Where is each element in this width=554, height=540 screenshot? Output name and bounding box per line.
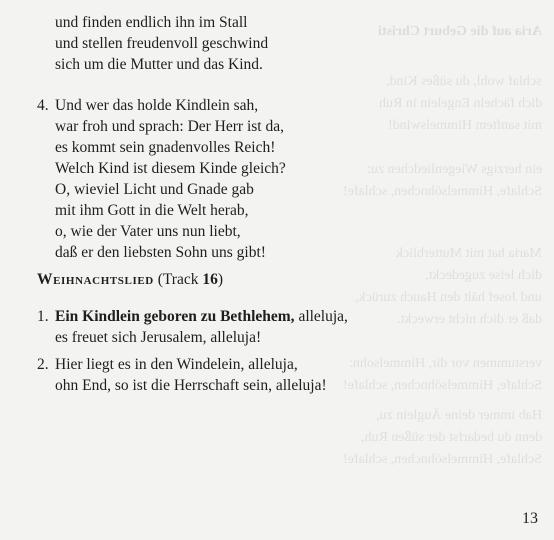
song-verse-2-line-2: ohn End, so ist die Herrschaft sein, alleluja! — [55, 377, 327, 394]
section-heading — [37, 271, 223, 289]
track-number: 16 — [202, 271, 218, 288]
song-verse-1-line-1 — [55, 307, 348, 326]
song-verse-1-rest: alleluja, — [294, 308, 348, 325]
verse-4-line-2: war froh und sprach: Der Herr ist da, — [55, 118, 284, 135]
track-prefix: (Track — [157, 271, 203, 288]
verse-4-line-6: mit ihm Gott in die Welt herab, — [55, 202, 249, 219]
verse-4-line-7: o, wie der Vater uns nun liebt, — [55, 223, 241, 240]
song-verse-1-number: 1. — [37, 308, 49, 325]
track-suffix: ) — [217, 271, 224, 288]
song-verse-2-rest: Hier liegt es in den Windelein, alleluja, — [55, 356, 298, 373]
verse-4-number: 4. — [37, 97, 49, 114]
verse-3-line-3: sich um die Mutter und das Kind. — [55, 56, 263, 73]
song-verse-2-line-1 — [55, 355, 298, 374]
song-verse-1-line-2: es freuet sich Jerusalem, alleluja! — [55, 329, 262, 346]
verse-4-line-5: O, wieviel Licht und Gnade gab — [55, 181, 254, 198]
page-number: 13 — [522, 510, 538, 527]
song-verse-2-number: 2. — [37, 356, 49, 373]
show-through-background: Aria auf die Geburt Christi schlaf wohl, du süßes Kind, dich fächeln Engelein in Ruh mit sanftem Himmelswind! ein herzigs Wiegenliedchen zu: Schlafe, Himmelsöhnchen, schlafe! Maria hat mit Mutterblick dich leise zugedeckt, und Josef hält den Hauch zurück, daß er dich nicht erweckt. verstummen vor dir, Himmelsohn: Schlafe, Himmelsöhnchen, schlafe! Hab immer deine Äuglein zu, denn du bedarfst der süßen Ruh, Schlafe, Himmelsöhnchen, schlafe! — [342, 24, 542, 467]
verse-3-line-1: und finden endlich ihn im Stall — [55, 14, 248, 31]
verse-4-line-1: Und wer das holde Kindlein sah, — [55, 97, 259, 114]
verse-4-line-4: Welch Kind ist diesem Kinde gleich? — [55, 160, 286, 177]
verse-4-line-8: daß er den liebsten Sohn uns gibt! — [55, 244, 266, 261]
section-title: Weihnachtslied — [37, 271, 154, 288]
verse-4-line-3: es kommt sein gnadenvolles Reich! — [55, 139, 276, 156]
verse-3-line-2: und stellen freudenvoll geschwind — [55, 35, 269, 52]
song-verse-1-bold: Ein Kindlein geboren zu Bethlehem, — [55, 308, 295, 325]
